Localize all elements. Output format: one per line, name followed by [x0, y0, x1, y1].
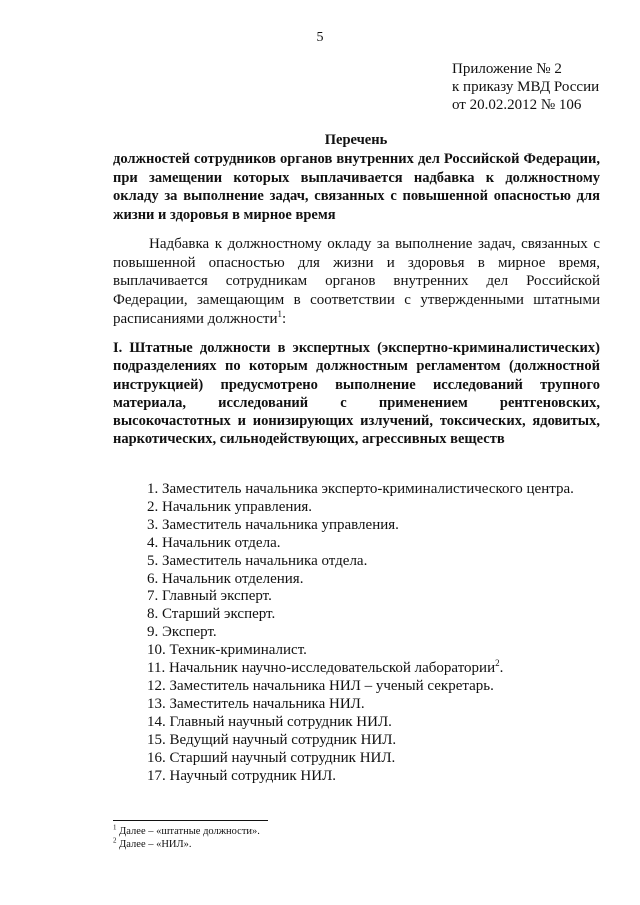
- footnote-ref-2: 2: [495, 658, 500, 669]
- position-item: [147, 714, 574, 732]
- position-item: [147, 696, 574, 714]
- position-item: [147, 499, 574, 517]
- position-text: 10. Техник-криминалист.: [147, 642, 307, 659]
- positions-list: [147, 481, 574, 785]
- position-text: 8. Старший эксперт.: [147, 606, 276, 623]
- position-item: [147, 606, 574, 624]
- position-item: [147, 660, 574, 678]
- position-text: 11. Начальник научно-исследовательской лаборатории: [147, 660, 496, 677]
- position-text: 13. Заместитель начальника НИЛ.: [147, 695, 365, 712]
- section-heading: I. Штатные должности в экспертных (экспертно-криминалистических) подразделениях по которым должностным регламентом (должностной инструкцией) предусмотрено выполнение исследований трупного материала, исследований с применением рентгеновских, высокочастотных и ионизирующих излучений, токсических, ядовитых, наркотических, сильнодействующих, агрессивных веществ: [113, 340, 600, 448]
- appendix-line-1: Приложение № 2: [452, 61, 562, 77]
- position-text: 6. Начальник отделения.: [147, 570, 304, 587]
- intro-text: Надбавка к должностному окладу за выполнение задач, связанных с повышенной опасностью для жизни и здоровья в мирное время, выплачивается сотрудникам органов внутренних дел Российской Федерации, замещающим в соответствии с утвержденными штатными расписаниями должности: [113, 236, 600, 327]
- footnote-item: [113, 838, 260, 851]
- intro-tail: :: [282, 310, 287, 327]
- page-number: 5: [316, 30, 324, 45]
- position-item: [147, 535, 574, 553]
- footnote-text: Далее – «НИЛ».: [116, 839, 192, 850]
- document-heading: должностей сотрудников органов внутренних дел Российской Федерации, при замещении которых выплачивается надбавка к должностному окладу за выполнение задач, связанных с повышенной опасностью для жизни и здоровья в мирное время: [113, 151, 600, 224]
- position-item: [147, 571, 574, 589]
- footnote-item: [113, 825, 260, 838]
- position-item: [147, 481, 574, 499]
- position-item: [147, 642, 574, 660]
- position-text: 14. Главный научный сотрудник НИЛ.: [147, 713, 392, 730]
- position-item: [147, 553, 574, 571]
- footnote-text: Далее – «штатные должности».: [116, 826, 260, 837]
- position-item: [147, 768, 574, 786]
- footnote-divider: [113, 820, 268, 821]
- appendix-line-2: к приказу МВД России: [452, 79, 600, 95]
- position-text: 4. Начальник отдела.: [147, 534, 281, 551]
- position-text: 7. Главный эксперт.: [147, 588, 272, 605]
- position-tail: .: [499, 660, 504, 677]
- footnote-mark: 2: [113, 836, 117, 845]
- footnote-ref-1: 1: [277, 308, 283, 319]
- intro-paragraph: [113, 235, 600, 329]
- position-text: 17. Научный сотрудник НИЛ.: [147, 767, 337, 784]
- position-item: [147, 624, 574, 642]
- position-item: [147, 588, 574, 606]
- position-text: 3. Заместитель начальника управления.: [147, 516, 399, 533]
- document-title: Перечень: [324, 132, 388, 148]
- position-text: 15. Ведущий научный сотрудник НИЛ.: [147, 731, 397, 748]
- appendix-reference: [452, 60, 599, 114]
- position-text: 9. Эксперт.: [147, 624, 217, 641]
- position-text: 1. Заместитель начальника эксперто-криминалистического центра.: [147, 481, 574, 497]
- position-text: 5. Заместитель начальника отдела.: [147, 552, 368, 569]
- position-item: [147, 750, 574, 768]
- position-item: [147, 678, 574, 696]
- position-text: 12. Заместитель начальника НИЛ – ученый секретарь.: [147, 677, 494, 694]
- footnotes: [113, 825, 260, 851]
- footnote-mark: 1: [113, 823, 117, 832]
- position-item: [147, 517, 574, 535]
- position-text: 16. Старший научный сотрудник НИЛ.: [147, 749, 396, 766]
- position-item: [147, 732, 574, 750]
- appendix-line-3: от 20.02.2012 № 106: [452, 97, 582, 113]
- position-text: 2. Начальник управления.: [147, 498, 313, 515]
